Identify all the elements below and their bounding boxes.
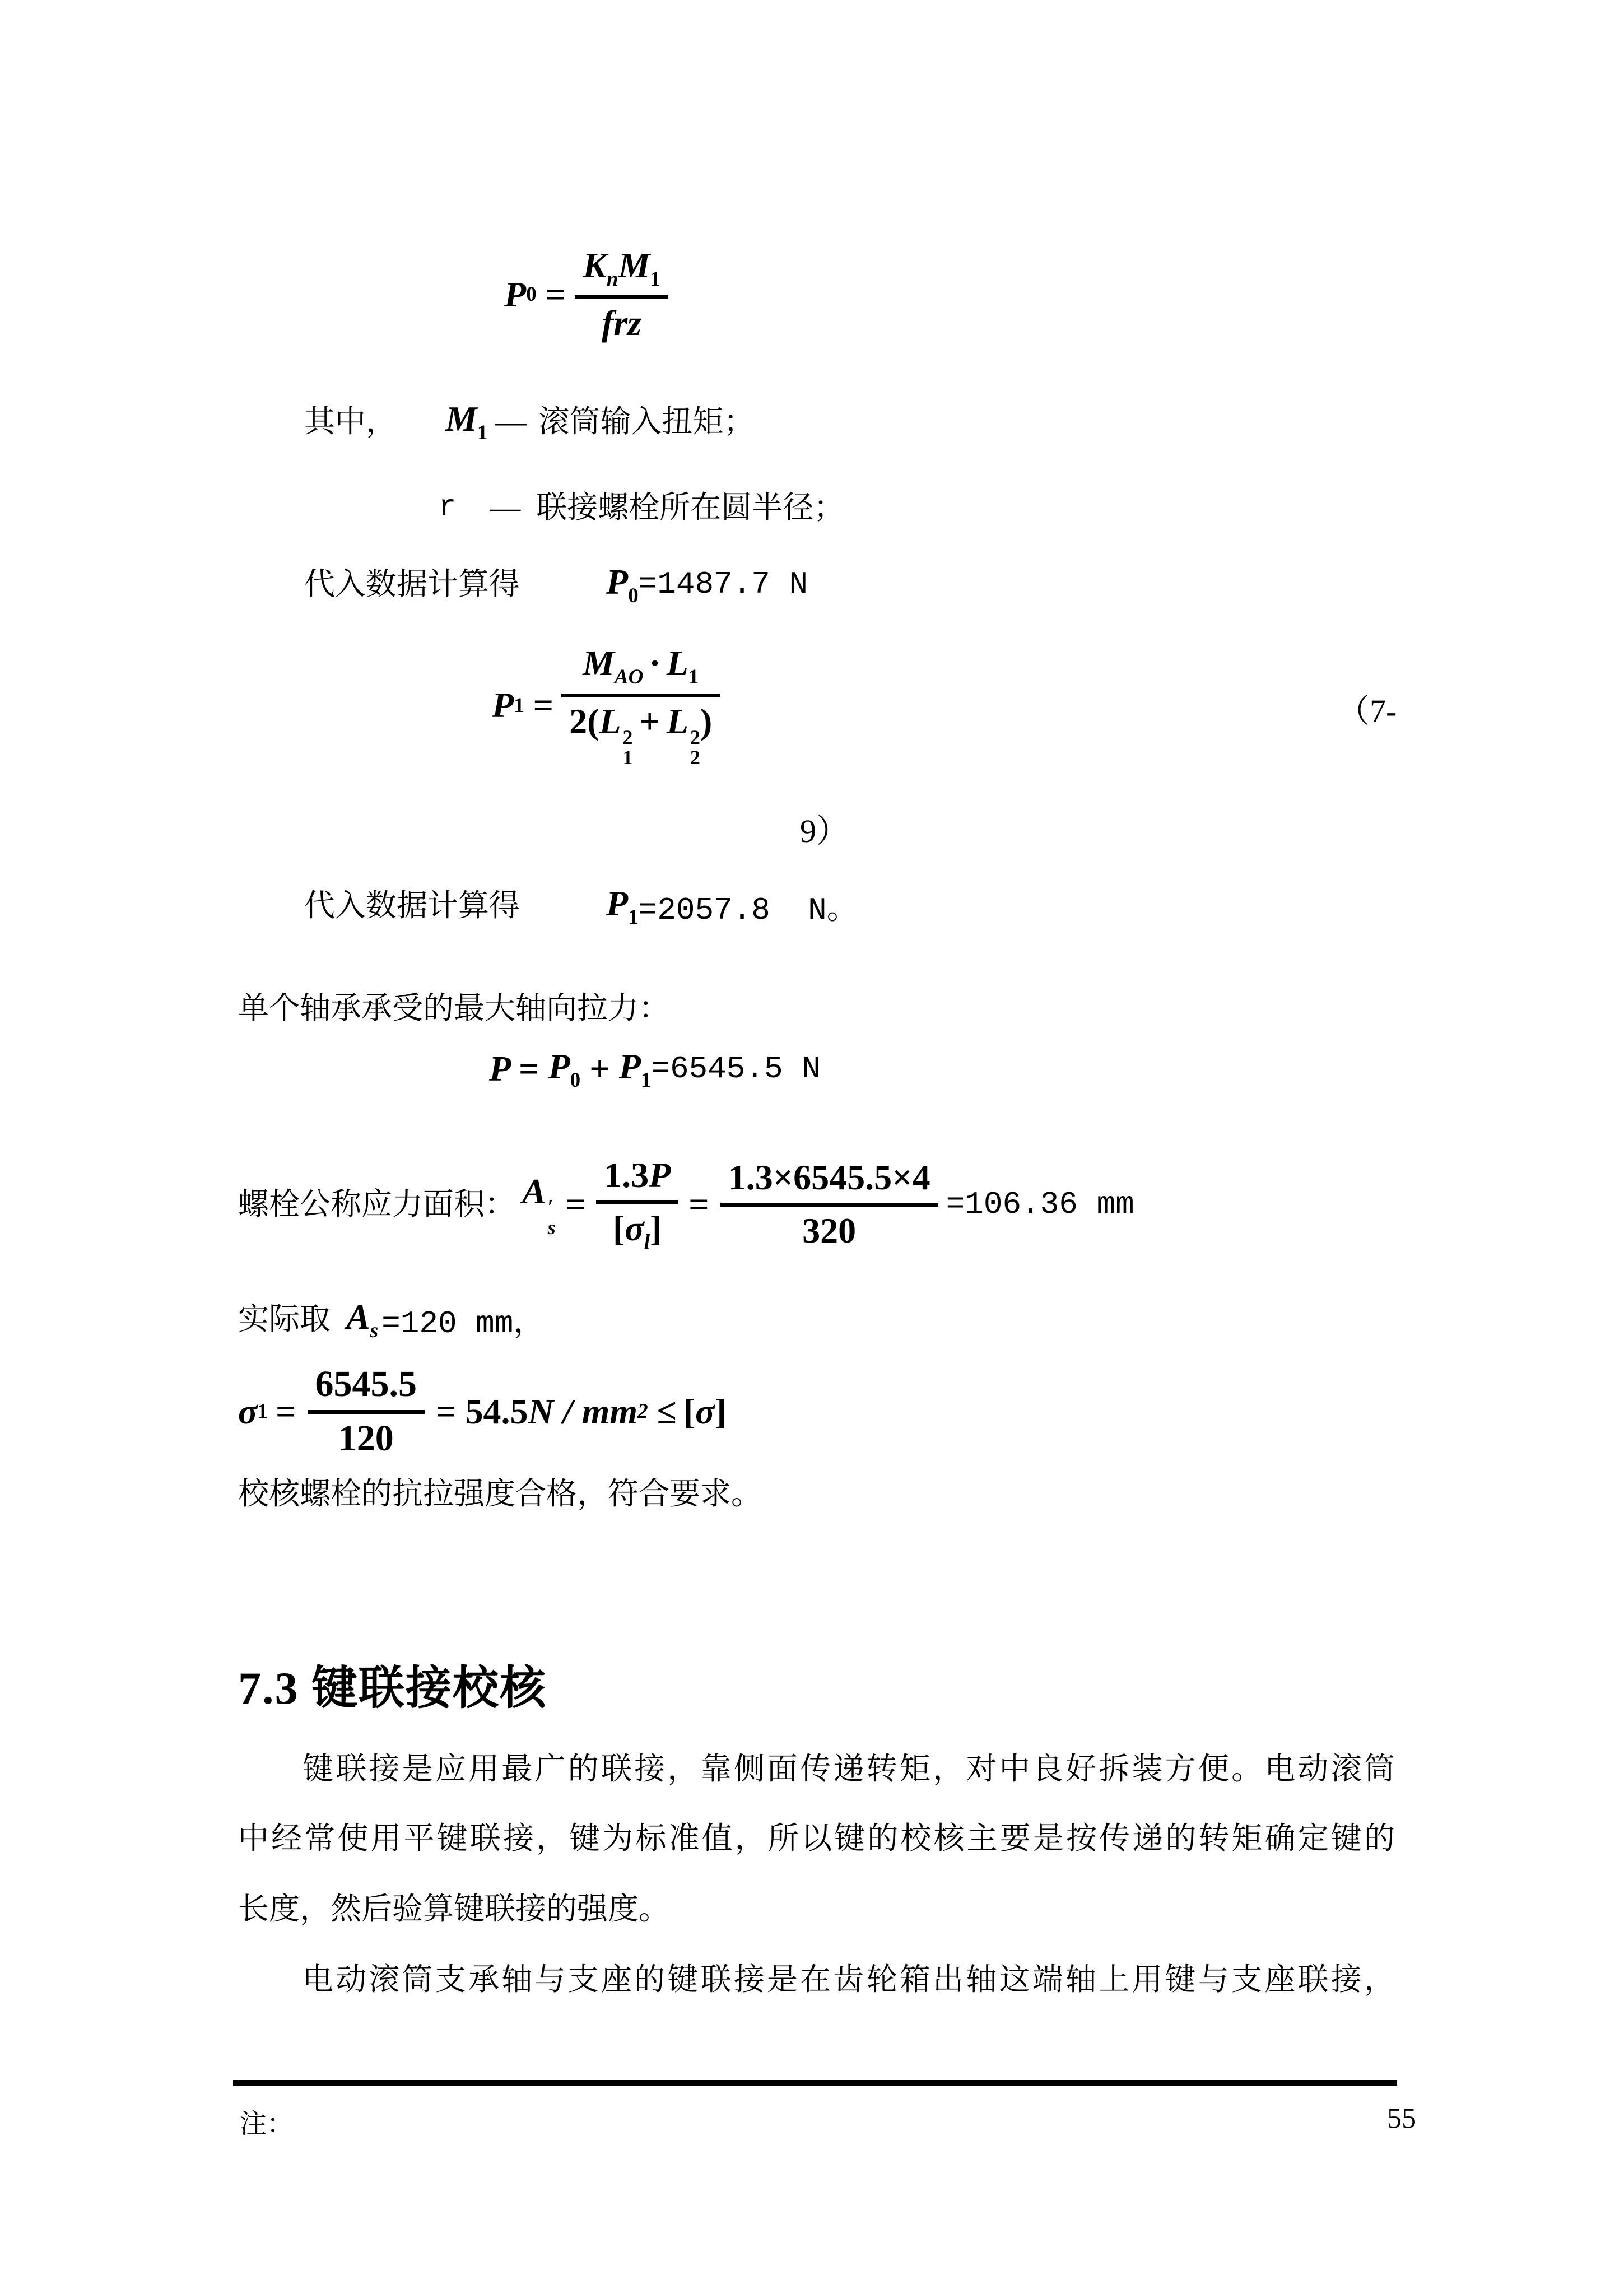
formula-p1-lhs: P	[492, 685, 514, 725]
bolt-area-symbol	[522, 1171, 556, 1238]
symbol-L1-sub: 1	[688, 666, 699, 689]
sum-eq: =	[519, 1049, 539, 1088]
calc-p1-value: =2057.8 N。	[638, 892, 858, 928]
sum-p: P	[489, 1049, 511, 1088]
symbol-frz: frz	[601, 303, 642, 343]
symbol-P: P	[649, 1155, 671, 1195]
supsub-L1	[623, 727, 633, 768]
sigma-formula	[238, 1364, 727, 1459]
bolt-area-eq1: =	[565, 1184, 587, 1224]
symbol-As2: A	[346, 1296, 370, 1337]
paragraph2-line1: 电动滚筒支承轴与支座的键联接是在齿轮箱出轴这端轴上用键与支座联接，	[303, 1962, 1395, 1997]
check-conclusion-line: 校核螺栓的抗拉强度合格，符合要求。	[238, 1477, 762, 1511]
bracket-close-2: ]	[714, 1391, 727, 1431]
footer-divider	[233, 2080, 1397, 2086]
actual-area-prefix: 实际取	[238, 1302, 331, 1337]
sum-p1-sub: 1	[640, 1068, 652, 1092]
symbol-M-sub: 1	[650, 267, 660, 291]
where-m-desc: 滚筒输入扭矩；	[538, 404, 755, 439]
bolt-area-line	[238, 1144, 1134, 1264]
where-intro: 其中，	[304, 404, 397, 439]
sigma-eq1: =	[276, 1391, 296, 1431]
bolt-area-frac2	[720, 1157, 938, 1251]
formula-p0	[504, 245, 668, 343]
where-r-line	[439, 486, 844, 528]
symbol-sigma-l: σ	[625, 1208, 644, 1248]
paragraph1-line1: 键联接是应用最广的联接，靠侧面传递转矩，对中良好拆装方便。电动滚筒	[303, 1752, 1395, 1786]
sub-2: 2	[690, 746, 700, 769]
calc-p1-symbol	[606, 883, 639, 929]
bolt-area-result: =106.36 mm	[946, 1186, 1134, 1222]
equation-number-bottom: 9）	[800, 813, 849, 849]
formula-p1-equals: =	[533, 685, 554, 725]
sum-p0-sub: 0	[570, 1068, 581, 1092]
bolt-frac2-num: 1.3×6545.5×4	[728, 1157, 930, 1197]
calc-p0-line	[304, 559, 808, 609]
sub-1: 1	[622, 746, 633, 769]
footer-note: 注：	[240, 2109, 294, 2139]
where-m-dash: —	[495, 404, 527, 439]
formula-p0-numerator	[575, 245, 668, 296]
symbol-P1-sub: 1	[628, 905, 639, 929]
symbol-sigma: σ	[695, 1391, 715, 1431]
calc-p1-prefix: 代入数据计算得	[304, 888, 520, 923]
actual-area-symbol	[346, 1296, 378, 1343]
paren-close: )	[700, 701, 713, 742]
bolt-frac1-den	[596, 1200, 678, 1254]
symbol-P0: P	[606, 561, 629, 602]
section-heading: 7.3 键联接校核	[238, 1663, 547, 1714]
paren-open: 2(	[569, 701, 599, 742]
sigma-unit-sup: 2	[637, 1400, 648, 1423]
sup-2: 2	[622, 725, 633, 748]
sigma-leq: ≤	[657, 1391, 677, 1431]
coef-1.3: 1.3	[604, 1155, 649, 1195]
formula-p1	[492, 643, 720, 769]
sub-l: l	[644, 1230, 650, 1254]
actual-area-line	[238, 1297, 545, 1342]
sum-p0	[548, 1046, 581, 1092]
actual-area-value: =120 mm，	[381, 1306, 545, 1342]
calc-p0-value: =1487.7 N	[638, 566, 808, 602]
where-r-dash: —	[490, 490, 521, 524]
symbol-M1: M	[445, 399, 477, 439]
sum-p0-base: P	[548, 1046, 570, 1086]
sum-p1-base: P	[618, 1046, 641, 1086]
bracket-open-2: [	[683, 1391, 696, 1431]
sigma-value: 54.5	[465, 1391, 528, 1431]
symbol-P1: P	[606, 883, 629, 923]
sigma-lhs-sub: 1	[257, 1400, 268, 1423]
formula-p0-equals: =	[545, 274, 566, 314]
symbol-K: K	[583, 245, 607, 285]
symbol-K-sub: n	[606, 267, 618, 291]
sigma-den: 120	[308, 1410, 425, 1460]
sum-value: =6545.5 N	[651, 1051, 821, 1087]
calc-p0-symbol	[606, 561, 639, 608]
formula-p1-denominator	[561, 694, 720, 768]
symbol-As2-sub: s	[370, 1319, 379, 1342]
sum-p1	[619, 1046, 652, 1092]
supsub-As	[548, 1197, 556, 1237]
formula-p1-lhs-sub: 1	[514, 694, 524, 717]
symbol-L2sq: L	[666, 701, 689, 742]
symbol-MAO: M	[582, 643, 615, 683]
sum-plus: +	[589, 1049, 610, 1088]
bolt-area-eq2: =	[688, 1184, 709, 1224]
formula-p0-fraction	[575, 245, 668, 345]
symbol-L1: L	[666, 643, 688, 683]
where-r-desc: 联接螺栓所在圆半径；	[536, 490, 845, 524]
supsub-L2	[690, 727, 700, 768]
bracket-close: ]	[650, 1208, 662, 1248]
bolt-frac1-num	[596, 1155, 678, 1200]
sub-s: s	[547, 1216, 556, 1239]
sigma-num: 6545.5	[315, 1364, 417, 1404]
axial-force-line: 单个轴承承受的最大轴向拉力：	[238, 991, 670, 1025]
where-m-line	[304, 395, 755, 448]
symbol-L1sq: L	[599, 701, 621, 742]
calc-p1-line	[304, 881, 858, 931]
formula-p0-lhs: P	[504, 274, 527, 314]
symbol-P0-sub: 0	[628, 584, 639, 607]
where-r-symbol: r	[439, 491, 457, 524]
prime-mark: ′	[547, 1195, 553, 1218]
symbol-M1-sub: 1	[477, 421, 488, 444]
paragraph1-line3: 长度，然后验算键联接的强度。	[238, 1892, 670, 1926]
plus-operator: +	[639, 701, 660, 742]
page-number: 55	[1387, 2102, 1416, 2134]
sum-formula	[489, 1041, 821, 1097]
bracket-open: [	[612, 1208, 625, 1248]
sigma-lhs: σ	[238, 1391, 258, 1431]
calc-p0-prefix: 代入数据计算得	[304, 567, 520, 602]
bolt-area-label: 螺栓公称应力面积：	[238, 1186, 516, 1221]
symbol-As: A	[522, 1171, 546, 1211]
sigma-eq2: =	[436, 1391, 457, 1431]
formula-p0-denominator	[575, 295, 668, 344]
dot-operator: ·	[649, 643, 661, 683]
sigma-allowable	[683, 1391, 727, 1432]
symbol-MAO-sub: AO	[614, 666, 644, 689]
sigma-unit: N / mm	[528, 1391, 638, 1431]
symbol-M: M	[618, 245, 650, 285]
formula-p0-lhs-sub: 0	[526, 283, 537, 306]
formula-p1-numerator	[575, 643, 706, 694]
equation-number-top: （7-	[1337, 693, 1397, 729]
where-m-symbol	[445, 398, 487, 445]
bolt-area-frac1	[596, 1155, 678, 1254]
bolt-frac2-den: 320	[720, 1203, 938, 1251]
paragraph1-line2: 中经常使用平键联接，键为标准值，所以键的校核主要是按传递的转矩确定键的	[238, 1821, 1395, 1855]
sigma-fraction	[308, 1363, 425, 1460]
sup-2b: 2	[690, 725, 700, 748]
formula-p1-fraction	[561, 643, 720, 768]
